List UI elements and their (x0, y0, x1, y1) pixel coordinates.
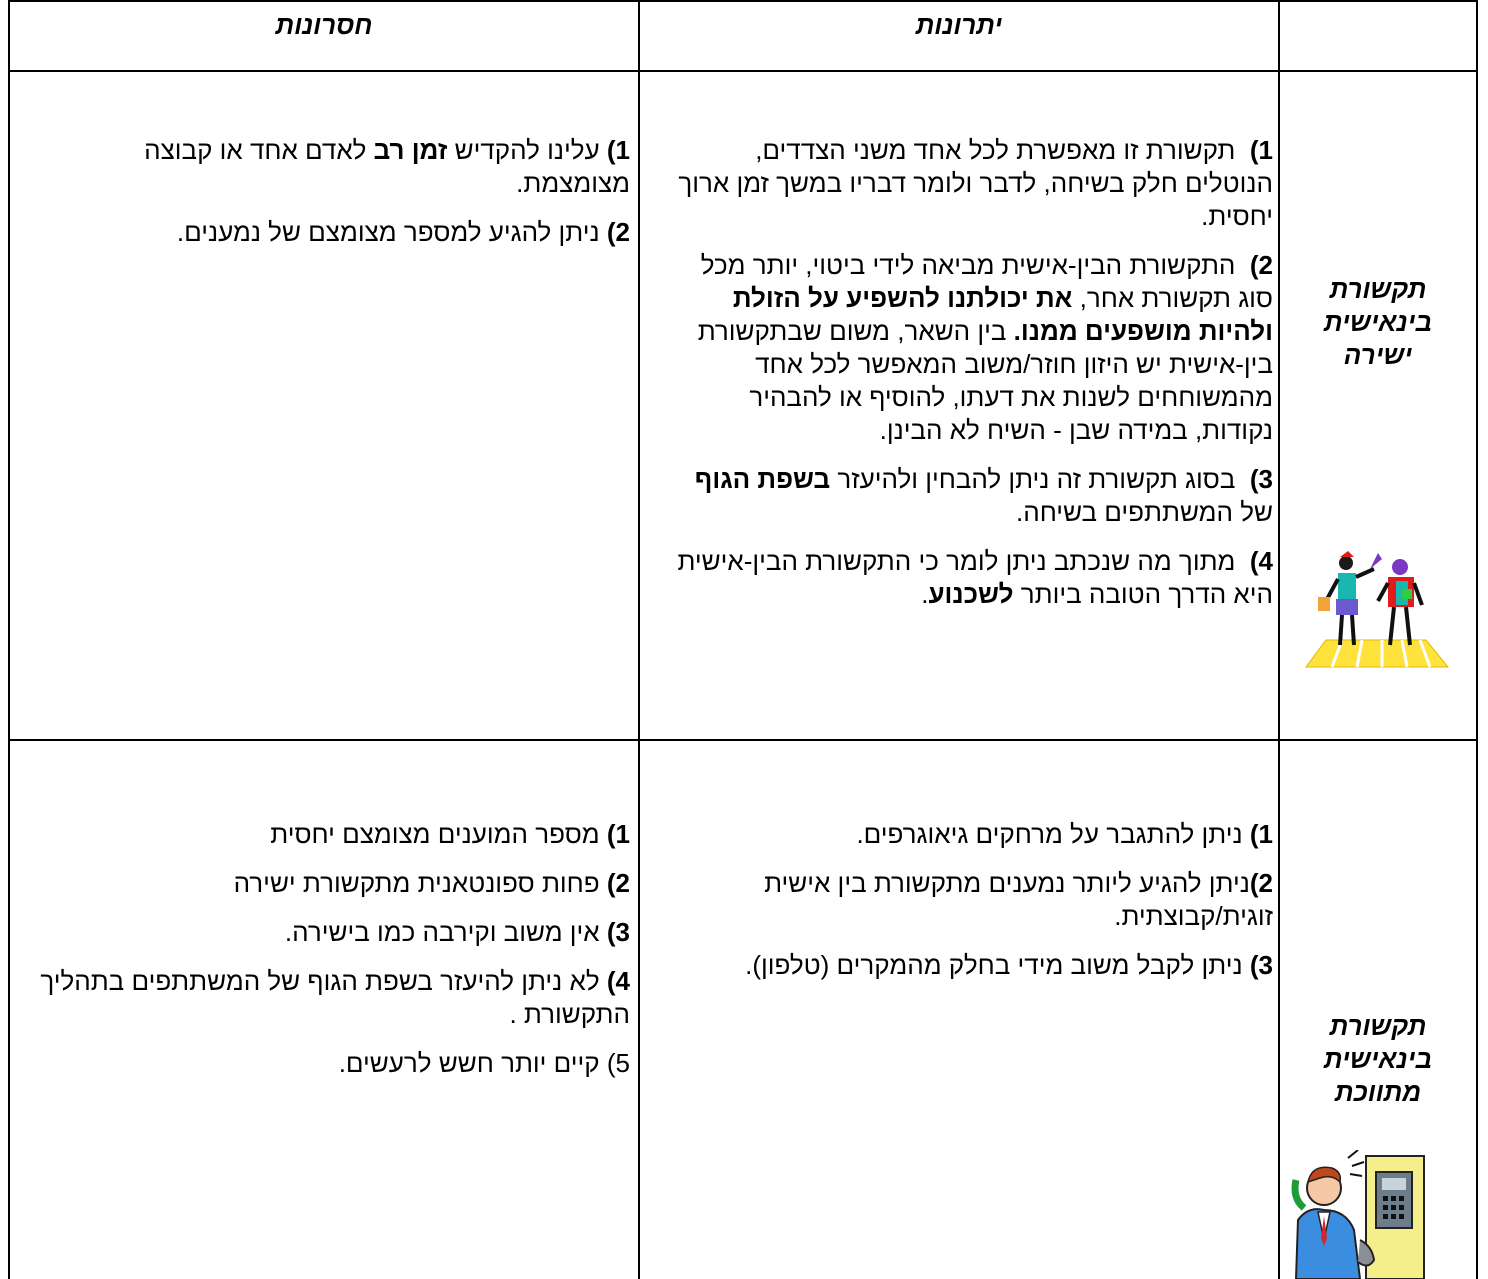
list-item (675, 545, 1273, 611)
row-divider (8, 739, 1478, 741)
item-number: 2) (1249, 868, 1273, 898)
item-text: אין משוב וקירבה כמו בישירה. (284, 917, 600, 947)
item-number: 3) (1249, 464, 1273, 494)
row2-advantages (675, 818, 1273, 998)
item-number: 5) (606, 1048, 630, 1078)
item-text: ניתן לקבל משוב מידי בחלק מהמקרים (טלפון). (745, 950, 1243, 980)
item-number: 1) (606, 135, 630, 165)
item-text: ניתן להתגבר על מרחקים גיאוגרפים. (856, 819, 1243, 849)
item-text: ניתן להגיע ליותר נמענים מתקשורת בין אישית זוגית/קבוצתית. (764, 868, 1273, 931)
list-item (30, 818, 630, 851)
item-text-bold: בשפת הגוף (694, 464, 831, 494)
row1-disadvantages (30, 134, 630, 265)
item-text: מספר המוענים מצומצם יחסית (270, 819, 600, 849)
item-number: 4) (1249, 546, 1273, 576)
row-label-line: תקשורת (1329, 274, 1427, 304)
item-number: 2) (606, 217, 630, 247)
column-divider-2 (1278, 0, 1280, 1279)
item-number: 2) (606, 868, 630, 898)
list-item (30, 965, 630, 1031)
row-label-line: ישירה (1343, 340, 1413, 370)
list-item (30, 867, 630, 900)
item-number: 1) (1249, 135, 1273, 165)
item-text: בסוג תקשורת זה ניתן להבחין ולהיעזר (830, 464, 1236, 494)
row-label-mediated (1303, 1010, 1453, 1109)
item-text: פחות ספונטאנית מתקשורת ישירה (233, 868, 600, 898)
list-item (675, 867, 1273, 933)
row2-disadvantages (30, 818, 630, 1096)
two-people-talking-clipart-icon (1302, 545, 1452, 670)
item-text: עלינו להקדיש (447, 135, 600, 165)
list-item (675, 463, 1273, 529)
item-text: של המשתתפים בשיחה. (1016, 497, 1273, 527)
item-number: 3) (1249, 950, 1273, 980)
item-text-bold: את יכולתנו להשפיע על הזולת ולהיות מושפעים ממנו. (732, 283, 1273, 346)
list-item (675, 949, 1273, 982)
list-item (675, 134, 1273, 233)
row-label-line: בינאישית (1323, 1044, 1433, 1074)
list-item (30, 216, 630, 249)
table-border-top (8, 0, 1478, 2)
column-divider-1 (638, 0, 640, 1279)
list-item (30, 134, 630, 200)
list-item (675, 818, 1273, 851)
header-divider (8, 70, 1478, 72)
row-label-line: בינאישית (1323, 307, 1433, 337)
row-label-line: תקשורת (1329, 1011, 1427, 1041)
item-text: בין השאר, משום שבתקשורת בין-אישית יש היזון חוזר/משוב המאפשר לכל אחד מהמשוחחים לשנות את דעתו, להוסיף או להבהיר נקודות, במידה שבן - השיח לא הבינן. (697, 316, 1273, 445)
item-text: ניתן להגיע למספר מצומצם של נמענים. (176, 217, 600, 247)
item-text-bold: לשכנוע (928, 579, 1014, 609)
item-text: לא ניתן להיעזר בשפת הגוף של המשתתפים בתהליך התקשורת . (40, 966, 630, 1029)
item-number: 1) (606, 819, 630, 849)
header-disadvantages: חסרונות (275, 10, 373, 40)
item-number: 4) (606, 966, 630, 996)
item-text: קיים יותר חשש לרעשים. (338, 1048, 600, 1078)
item-text: לאדם אחד או קבוצה מצומצמת. (144, 135, 630, 198)
list-item (30, 916, 630, 949)
item-text: מתוך מה שנכתב ניתן לומר כי התקשורת הבין-אישית היא הדרך הטובה ביותר (677, 546, 1273, 609)
table-border-right (1476, 0, 1478, 1279)
item-number: 2) (1249, 250, 1273, 280)
row-label-direct (1303, 273, 1453, 372)
man-on-payphone-clipart-icon (1288, 1150, 1438, 1279)
list-item (675, 249, 1273, 447)
item-number: 1) (1249, 819, 1273, 849)
list-item (30, 1047, 630, 1080)
item-text-bold: זמן רב (373, 135, 448, 165)
row1-advantages (675, 134, 1273, 627)
row-label-line: מתווכת (1334, 1077, 1422, 1107)
table-border-left (8, 0, 10, 1279)
item-text: . (921, 579, 929, 609)
item-text: תקשורת זו מאפשרת לכל אחד משני הצדדים, הנוטלים חלק בשיחה, לדבר ולומר דבריו במשך זמן ארוך יחסית. (678, 135, 1273, 231)
header-advantages: יתרונות (915, 10, 1003, 40)
item-text: התקשורת הבין-אישית מביאה לידי ביטוי, יותר מכל סוג תקשורת אחר, (700, 250, 1273, 313)
item-number: 3) (606, 917, 630, 947)
